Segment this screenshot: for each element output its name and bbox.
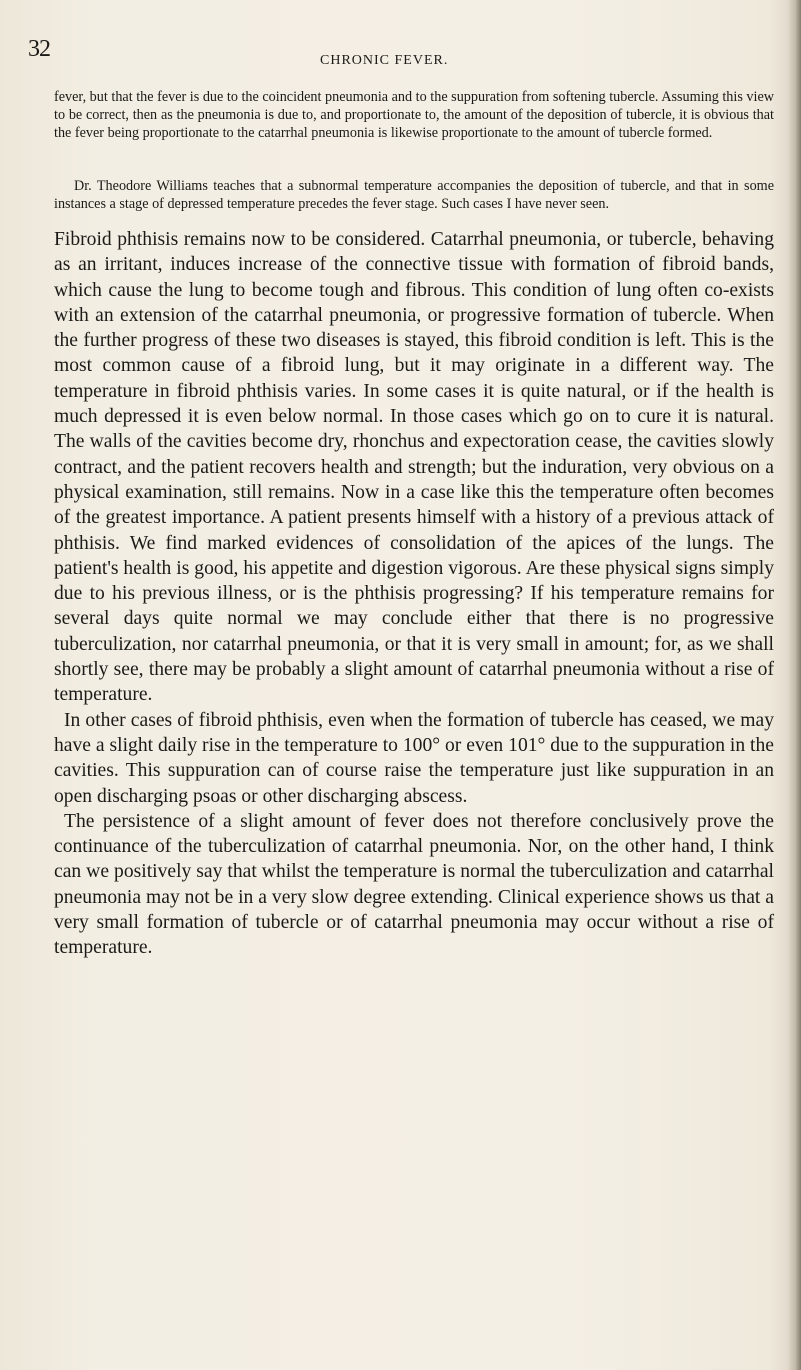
main-paragraph-1: Fibroid phthisis remains now to be considered. Catarrhal pneumonia, or tubercle, behaving as an irritant, induces increase of the connective tissue with formation of fibroid bands, which cause the lung to become tough and fibrous. This condition of lung often co-exists with an extension of the catarrhal pneumonia, or progressive formation of tubercle. When the further progress of these two diseases is stayed, this fibroid condition is left. This is the most common cause of a fibroid lung, but it may originate in a different way. The temperature in fibroid phthisis varies. In some cases it is quite natural, or if the health is much depressed it is even below normal. In those cases which go on to cure it is natural. The walls of the cavities become dry, rhonchus and expectoration cease, the cavities slowly contract, and the patient recovers health and strength; but the induration, very obvious on a physical examination, still remains. Now in a case like this the temperature often becomes of the greatest importance. A patient presents himself with a history of a previous attack of phthisis. We find marked evidences of consolidation of the apices of the lungs. The patient's health is good, his appetite and digestion vigorous. Are these physical signs simply due to his previous illness, or is the phthisis progressing? If his temperature remains for several days quite normal we may conclude either that there is no progressive tuberculization, nor catarrhal pneumonia, or that it is very small in amount; for, as we shall shortly see, there may be probably a slight amount of catarrhal pneumonia without a rise of temperature. [54, 229, 774, 706]
paragraph-text: Dr. Theodore Williams teaches that a subnormal temperature accompanies the deposition of tubercle, and that in some instances a stage of depressed temperature precedes the fever stage. Such cases I have never seen. [54, 178, 774, 212]
main-body [54, 227, 774, 961]
small-paragraph-2 [54, 178, 774, 214]
running-head: CHRONIC FEVER. [320, 53, 449, 68]
page-edge-shadow [787, 0, 801, 1370]
main-paragraph-3: The persistence of a slight amount of fever does not therefore conclusively prove the continuance of the tuberculization of catarrhal pneumonia. Nor, on the other hand, I think can we positively say that whilst the temperature is normal the tuberculization and catarrhal pneumonia may not be in a very slow degree extending. Clinical experience shows us that a very small formation of tubercle or of catarrhal pneumonia may occur without a rise of temperature. [54, 810, 774, 959]
main-paragraph-2: In other cases of fibroid phthisis, even when the formation of tubercle has ceased, we may have a slight daily rise in the temperature to 100° or even 101° due to the suppuration in the cavities. This suppuration can of course raise the temperature just like suppuration in an open discharging psoas or other discharging abscess. [54, 709, 774, 807]
page-number: 32 [28, 36, 50, 62]
paragraph-text: fever, but that the fever is due to the coincident pneumonia and to the suppuration from softening tubercle. Assuming this view to be correct, then as the pneumonia is due to, and proportionate to, the amount of the deposition of tubercle, it is obvious that the fever being proportionate to the catarrhal pneumonia is likewise proportionate to the amount of tubercle formed. [54, 89, 774, 141]
small-paragraph-1 [54, 89, 774, 142]
